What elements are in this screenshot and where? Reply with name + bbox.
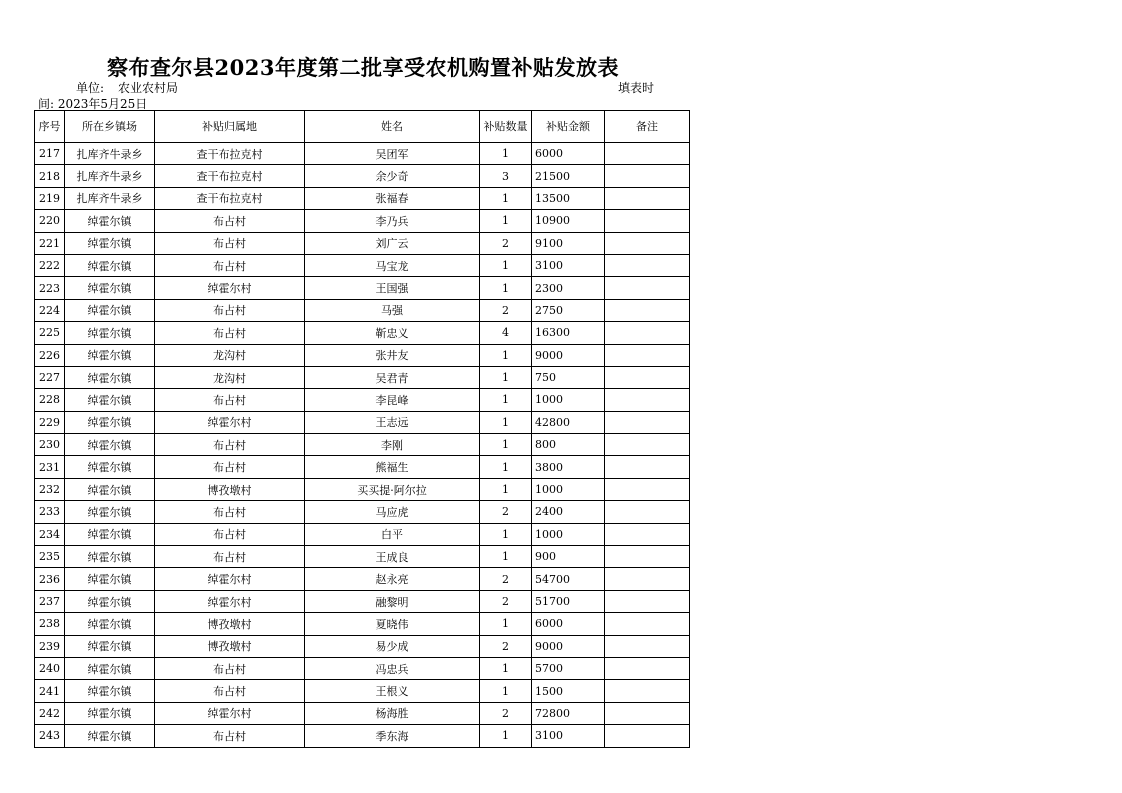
table-row [35, 299, 690, 321]
cell-amount: 2750 [532, 299, 605, 321]
cell-note [605, 232, 690, 254]
col-header-note: 备注 [605, 111, 690, 143]
cell-no: 222 [35, 254, 65, 276]
col-header-qty: 补贴数量 [480, 111, 532, 143]
cell-qty: 1 [480, 657, 532, 679]
cell-village: 绰霍尔村 [155, 702, 305, 724]
cell-township: 绰霍尔镇 [65, 389, 155, 411]
cell-amount: 72800 [532, 702, 605, 724]
cell-amount: 13500 [532, 187, 605, 209]
document-title: 察布查尔县2023年度第二批享受农机购置补贴发放表 [107, 55, 619, 80]
cell-no: 223 [35, 277, 65, 299]
cell-no: 236 [35, 568, 65, 590]
cell-amount: 10900 [532, 210, 605, 232]
cell-note [605, 523, 690, 545]
cell-name: 买买提·阿尔拉 [305, 478, 480, 500]
table-row [35, 366, 690, 388]
cell-no: 229 [35, 411, 65, 433]
cell-name: 季东海 [305, 725, 480, 747]
cell-name: 熊福生 [305, 456, 480, 478]
cell-township: 绰霍尔镇 [65, 322, 155, 344]
cell-amount: 21500 [532, 165, 605, 187]
cell-village: 布占村 [155, 725, 305, 747]
cell-name: 靳忠义 [305, 322, 480, 344]
col-header-amount: 补贴金额 [532, 111, 605, 143]
cell-name: 冯忠兵 [305, 657, 480, 679]
cell-note [605, 613, 690, 635]
cell-no: 234 [35, 523, 65, 545]
cell-amount: 9100 [532, 232, 605, 254]
cell-amount: 9000 [532, 344, 605, 366]
cell-note [605, 210, 690, 232]
cell-name: 融黎明 [305, 590, 480, 612]
table-row [35, 635, 690, 657]
cell-amount: 1000 [532, 478, 605, 500]
cell-amount: 9000 [532, 635, 605, 657]
cell-qty: 1 [480, 456, 532, 478]
cell-township: 扎库齐牛录乡 [65, 143, 155, 165]
cell-township: 绰霍尔镇 [65, 456, 155, 478]
cell-amount: 6000 [532, 613, 605, 635]
cell-note [605, 478, 690, 500]
cell-township: 绰霍尔镇 [65, 501, 155, 523]
cell-note [605, 299, 690, 321]
cell-note [605, 277, 690, 299]
cell-name: 夏晓伟 [305, 613, 480, 635]
cell-qty: 1 [480, 411, 532, 433]
cell-qty: 1 [480, 523, 532, 545]
table-row [35, 501, 690, 523]
cell-no: 227 [35, 366, 65, 388]
cell-qty: 2 [480, 635, 532, 657]
cell-village: 查干布拉克村 [155, 143, 305, 165]
col-header-village: 补贴归属地 [155, 111, 305, 143]
cell-amount: 2400 [532, 501, 605, 523]
cell-note [605, 411, 690, 433]
cell-amount: 3100 [532, 725, 605, 747]
cell-village: 布占村 [155, 523, 305, 545]
table-row [35, 344, 690, 366]
table-row [35, 165, 690, 187]
cell-note [605, 725, 690, 747]
cell-name: 张井友 [305, 344, 480, 366]
cell-qty: 1 [480, 277, 532, 299]
table-header [35, 111, 690, 143]
cell-township: 绰霍尔镇 [65, 210, 155, 232]
table-row [35, 680, 690, 702]
cell-village: 博孜墩村 [155, 478, 305, 500]
table-row [35, 456, 690, 478]
cell-name: 张福春 [305, 187, 480, 209]
cell-name: 吴团军 [305, 143, 480, 165]
cell-no: 231 [35, 456, 65, 478]
fill-time-label: 填表时 [618, 81, 655, 95]
fill-date: 间: 2023年5月25日 [38, 97, 148, 111]
table-row [35, 523, 690, 545]
cell-township: 绰霍尔镇 [65, 434, 155, 456]
cell-village: 布占村 [155, 434, 305, 456]
cell-qty: 1 [480, 344, 532, 366]
table-row [35, 478, 690, 500]
table-row [35, 232, 690, 254]
cell-township: 扎库齐牛录乡 [65, 187, 155, 209]
cell-township: 绰霍尔镇 [65, 680, 155, 702]
cell-name: 吴君青 [305, 366, 480, 388]
cell-village: 绰霍尔村 [155, 590, 305, 612]
cell-township: 绰霍尔镇 [65, 590, 155, 612]
cell-amount: 750 [532, 366, 605, 388]
cell-township: 绰霍尔镇 [65, 702, 155, 724]
subsidy-table [34, 110, 690, 748]
cell-name: 李刚 [305, 434, 480, 456]
table-row [35, 725, 690, 747]
cell-name: 马强 [305, 299, 480, 321]
cell-village: 布占村 [155, 389, 305, 411]
cell-name: 王国强 [305, 277, 480, 299]
cell-qty: 1 [480, 389, 532, 411]
cell-note [605, 702, 690, 724]
cell-qty: 1 [480, 366, 532, 388]
table-row [35, 187, 690, 209]
cell-no: 233 [35, 501, 65, 523]
cell-village: 绰霍尔村 [155, 277, 305, 299]
cell-no: 221 [35, 232, 65, 254]
cell-township: 绰霍尔镇 [65, 277, 155, 299]
cell-township: 绰霍尔镇 [65, 657, 155, 679]
cell-township: 绰霍尔镇 [65, 344, 155, 366]
cell-township: 绰霍尔镇 [65, 523, 155, 545]
table-row [35, 210, 690, 232]
cell-township: 绰霍尔镇 [65, 411, 155, 433]
cell-village: 布占村 [155, 299, 305, 321]
cell-note [605, 434, 690, 456]
cell-qty: 1 [480, 187, 532, 209]
cell-qty: 2 [480, 501, 532, 523]
cell-village: 龙沟村 [155, 344, 305, 366]
cell-village: 布占村 [155, 210, 305, 232]
cell-amount: 3100 [532, 254, 605, 276]
table-row [35, 411, 690, 433]
cell-township: 绰霍尔镇 [65, 366, 155, 388]
cell-name: 白平 [305, 523, 480, 545]
cell-village: 查干布拉克村 [155, 187, 305, 209]
cell-village: 布占村 [155, 254, 305, 276]
cell-no: 239 [35, 635, 65, 657]
cell-village: 布占村 [155, 501, 305, 523]
cell-no: 241 [35, 680, 65, 702]
table-row [35, 613, 690, 635]
cell-no: 243 [35, 725, 65, 747]
cell-amount: 5700 [532, 657, 605, 679]
table-row [35, 434, 690, 456]
unit-line [76, 79, 178, 96]
cell-amount: 1500 [532, 680, 605, 702]
cell-qty: 1 [480, 680, 532, 702]
cell-name: 王根义 [305, 680, 480, 702]
cell-township: 绰霍尔镇 [65, 299, 155, 321]
cell-qty: 2 [480, 702, 532, 724]
cell-qty: 1 [480, 613, 532, 635]
col-header-name: 姓名 [305, 111, 480, 143]
cell-name: 刘广云 [305, 232, 480, 254]
table-row [35, 702, 690, 724]
cell-note [605, 546, 690, 568]
cell-no: 235 [35, 546, 65, 568]
cell-qty: 2 [480, 232, 532, 254]
cell-village: 查干布拉克村 [155, 165, 305, 187]
unit-label: 单位: [76, 81, 105, 95]
cell-note [605, 165, 690, 187]
cell-village: 布占村 [155, 456, 305, 478]
cell-name: 李昆峰 [305, 389, 480, 411]
cell-note [605, 657, 690, 679]
cell-name: 余少奇 [305, 165, 480, 187]
cell-no: 238 [35, 613, 65, 635]
cell-qty: 1 [480, 434, 532, 456]
cell-name: 李乃兵 [305, 210, 480, 232]
table-row [35, 322, 690, 344]
cell-name: 易少成 [305, 635, 480, 657]
cell-no: 225 [35, 322, 65, 344]
table-row [35, 568, 690, 590]
cell-amount: 16300 [532, 322, 605, 344]
cell-village: 博孜墩村 [155, 635, 305, 657]
cell-name: 马宝龙 [305, 254, 480, 276]
cell-township: 绰霍尔镇 [65, 725, 155, 747]
cell-no: 219 [35, 187, 65, 209]
cell-note [605, 568, 690, 590]
cell-note [605, 590, 690, 612]
table-row [35, 389, 690, 411]
cell-no: 232 [35, 478, 65, 500]
cell-amount: 42800 [532, 411, 605, 433]
cell-name: 赵永亮 [305, 568, 480, 590]
cell-qty: 1 [480, 210, 532, 232]
cell-village: 布占村 [155, 680, 305, 702]
cell-amount: 6000 [532, 143, 605, 165]
cell-qty: 1 [480, 478, 532, 500]
cell-name: 马应虎 [305, 501, 480, 523]
cell-qty: 2 [480, 568, 532, 590]
cell-no: 237 [35, 590, 65, 612]
cell-qty: 1 [480, 546, 532, 568]
cell-amount: 1000 [532, 389, 605, 411]
cell-no: 218 [35, 165, 65, 187]
cell-note [605, 322, 690, 344]
cell-village: 绰霍尔村 [155, 568, 305, 590]
table-row [35, 657, 690, 679]
cell-township: 绰霍尔镇 [65, 613, 155, 635]
table-row [35, 143, 690, 165]
table-row [35, 277, 690, 299]
cell-note [605, 680, 690, 702]
cell-note [605, 187, 690, 209]
cell-no: 226 [35, 344, 65, 366]
cell-note [605, 344, 690, 366]
cell-name: 杨海胜 [305, 702, 480, 724]
cell-amount: 54700 [532, 568, 605, 590]
cell-no: 240 [35, 657, 65, 679]
cell-qty: 1 [480, 254, 532, 276]
cell-village: 布占村 [155, 322, 305, 344]
cell-note [605, 501, 690, 523]
cell-village: 龙沟村 [155, 366, 305, 388]
cell-amount: 900 [532, 546, 605, 568]
cell-village: 布占村 [155, 232, 305, 254]
table-row [35, 546, 690, 568]
cell-note [605, 389, 690, 411]
col-header-township: 所在乡镇场 [65, 111, 155, 143]
cell-township: 绰霍尔镇 [65, 254, 155, 276]
cell-no: 230 [35, 434, 65, 456]
cell-qty: 2 [480, 590, 532, 612]
cell-note [605, 254, 690, 276]
cell-village: 布占村 [155, 657, 305, 679]
cell-no: 224 [35, 299, 65, 321]
cell-note [605, 635, 690, 657]
cell-no: 242 [35, 702, 65, 724]
cell-township: 绰霍尔镇 [65, 232, 155, 254]
cell-township: 绰霍尔镇 [65, 635, 155, 657]
cell-village: 博孜墩村 [155, 613, 305, 635]
cell-township: 绰霍尔镇 [65, 546, 155, 568]
cell-qty: 2 [480, 299, 532, 321]
table-row [35, 254, 690, 276]
unit-value: 农业农村局 [118, 81, 179, 95]
cell-amount: 51700 [532, 590, 605, 612]
table-row [35, 590, 690, 612]
cell-name: 王志远 [305, 411, 480, 433]
cell-no: 220 [35, 210, 65, 232]
cell-township: 扎库齐牛录乡 [65, 165, 155, 187]
table-body [35, 143, 690, 748]
cell-amount: 3800 [532, 456, 605, 478]
cell-name: 王成良 [305, 546, 480, 568]
cell-qty: 1 [480, 143, 532, 165]
cell-qty: 3 [480, 165, 532, 187]
cell-township: 绰霍尔镇 [65, 478, 155, 500]
cell-qty: 4 [480, 322, 532, 344]
cell-qty: 1 [480, 725, 532, 747]
cell-amount: 1000 [532, 523, 605, 545]
cell-amount: 800 [532, 434, 605, 456]
cell-note [605, 456, 690, 478]
cell-village: 绰霍尔村 [155, 411, 305, 433]
cell-no: 217 [35, 143, 65, 165]
cell-no: 228 [35, 389, 65, 411]
cell-amount: 2300 [532, 277, 605, 299]
col-header-no: 序号 [35, 111, 65, 143]
cell-village: 布占村 [155, 546, 305, 568]
cell-township: 绰霍尔镇 [65, 568, 155, 590]
cell-note [605, 366, 690, 388]
cell-note [605, 143, 690, 165]
